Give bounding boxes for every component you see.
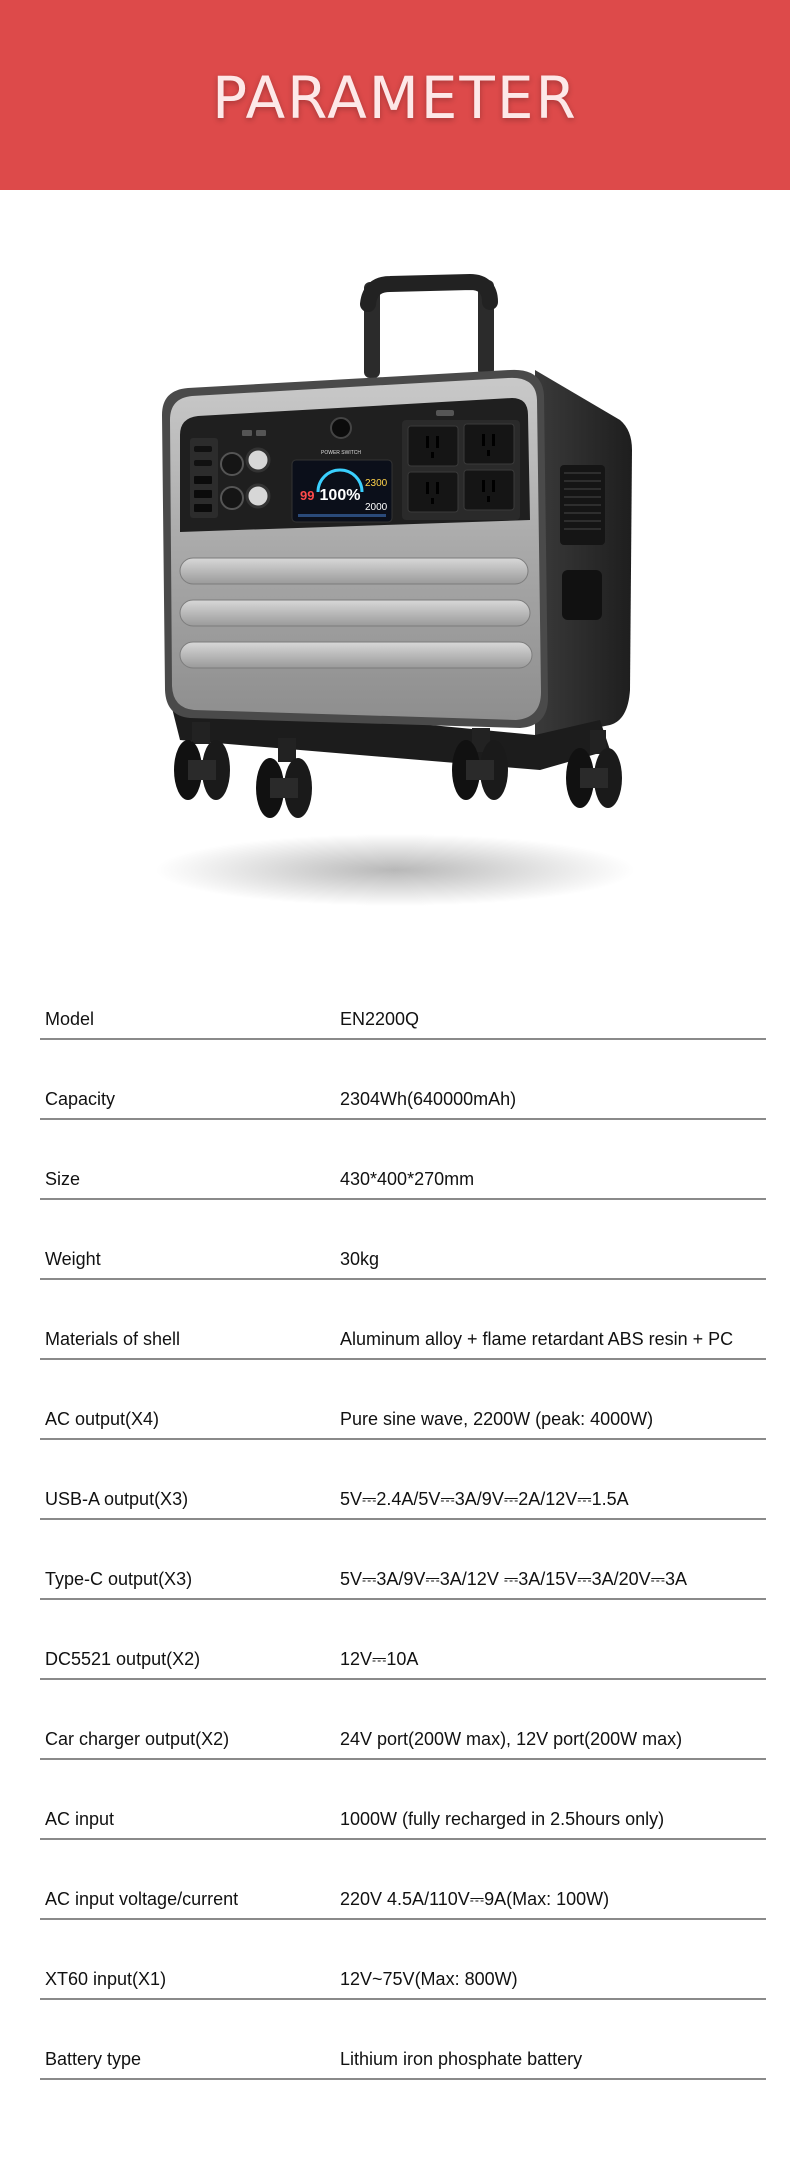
spec-row [40,1120,766,1200]
spec-label: AC output(X4) [45,1409,160,1429]
spec-row [40,1760,766,1840]
floor-shadow [155,834,635,906]
spec-label: Type-C output(X3) [45,1569,193,1589]
spec-row [40,1600,766,1680]
spec-label: Size [45,1169,81,1189]
front-ribs [180,558,532,668]
page-title: PARAMETER [212,64,578,132]
spec-row [40,1360,766,1440]
spec-row [40,1840,766,1920]
spec-label: Materials of shell [45,1329,181,1349]
spec-label: Capacity [45,1089,116,1109]
spec-value: 1000W (fully recharged in 2.5hours only) [340,1809,665,1829]
spec-label: DC5521 output(X2) [45,1649,201,1669]
header-banner [0,0,790,190]
spec-row [40,1200,766,1280]
display-percent: 100% [319,487,361,504]
spec-value: Pure sine wave, 2200W (peak: 4000W) [340,1409,654,1429]
spec-value: 2304Wh(640000mAh) [340,1089,517,1109]
spec-label: Battery type [45,2049,142,2069]
spec-row [40,1280,766,1360]
spec-label: AC input [45,1809,115,1829]
spec-label: AC input voltage/current [45,1889,239,1909]
display-right-bottom: 2000 [365,502,388,513]
spec-table [40,960,766,2080]
spec-label: Car charger output(X2) [45,1729,230,1749]
spec-value: 430*400*270mm [340,1169,475,1189]
spec-value: Lithium iron phosphate battery [340,2049,583,2069]
spec-row [40,1040,766,1120]
spec-label: Model [45,1009,95,1029]
display-right-top: 2300 [365,478,388,489]
spec-value: 5V⎓3A/9V⎓3A/12V ⎓3A/15V⎓3A/20V⎓3A [340,1569,688,1589]
spec-label: USB-A output(X3) [45,1489,189,1509]
spec-label: Weight [45,1249,101,1269]
spec-row [40,2000,766,2080]
spec-value: 12V⎓10A [340,1649,419,1669]
spec-label: XT60 input(X1) [45,1969,167,1989]
spec-row [40,1520,766,1600]
power-switch-label: POWER SWITCH [321,450,361,456]
spec-row [40,1680,766,1760]
spec-value: 30kg [340,1249,380,1269]
power-button-icon [331,418,351,438]
trolley-handle [364,280,494,378]
spec-row [40,1440,766,1520]
spec-row [40,960,766,1040]
spec-value: 24V port(200W max), 12V port(200W max) [340,1729,683,1749]
spec-value: Aluminum alloy + flame retardant ABS resin + PC [340,1329,734,1349]
spec-value: 220V 4.5A/110V⎓9A(Max: 100W) [340,1889,610,1909]
power-station-image [140,270,650,920]
spec-value: EN2200Q [340,1009,420,1029]
spec-value: 12V~75V(Max: 800W) [340,1969,518,1989]
display-left-number: 99 [300,488,315,503]
spec-row [40,1920,766,2000]
spec-value: 5V⎓2.4A/5V⎓3A/9V⎓2A/12V⎓1.5A [340,1489,629,1509]
